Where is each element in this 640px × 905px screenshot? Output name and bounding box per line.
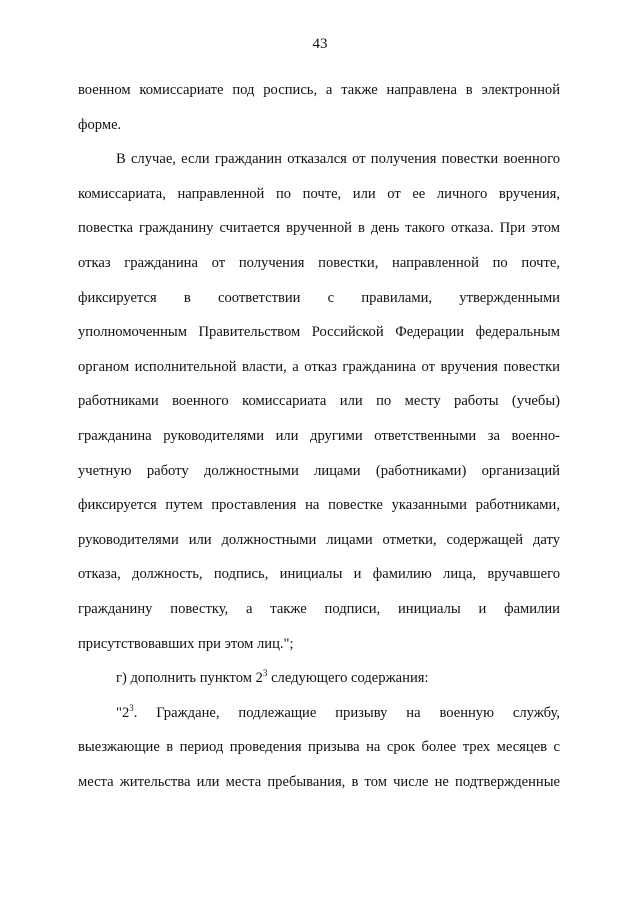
point-number: "$2^3$ bbox=[116, 702, 134, 721]
text-line: отказа, должность, подпись, инициалы и фамилию лица, вручавшего bbox=[78, 566, 560, 583]
text-line: форме. bbox=[78, 116, 122, 133]
text-line: В случае, если гражданин отказался от получения повестки военного bbox=[116, 151, 560, 168]
text-line: комиссариата, направленной по почте, или от ее личного вручения, bbox=[78, 185, 560, 202]
text-line: повестка гражданину считается врученной в день такого отказа. При этом bbox=[78, 220, 560, 237]
text-line: органом исполнительной власти, а отказ гражданина от вручения повестки bbox=[78, 358, 560, 375]
text-line: фиксируется в соответствии с правилами, утвержденными bbox=[78, 289, 560, 306]
text-line: гражданину повестку, а также подписи, инициалы и фамилии bbox=[78, 600, 560, 617]
text-line: военном комиссариате под роспись, а также направлена в электронной bbox=[78, 82, 560, 98]
text-line: работниками военного комиссариата или по месту работы (учебы) bbox=[78, 393, 560, 410]
document-text bbox=[78, 73, 560, 799]
superscript: 3 bbox=[129, 702, 134, 713]
text-line: отказ гражданина от получения повестки, направленной по почте, bbox=[78, 254, 560, 271]
text-line: уполномоченным Правительством Российской Федерации федеральным bbox=[78, 324, 560, 341]
point-text: . Граждане, подлежащие призыву на военную службу, bbox=[133, 704, 560, 721]
text-line: фиксируется путем проставления на повестке указанными работниками, bbox=[78, 497, 560, 514]
page-number: 43 bbox=[312, 36, 328, 52]
item-g-text-end: следующего содержания: bbox=[267, 670, 429, 687]
new-point-line bbox=[78, 696, 560, 731]
text-line: гражданина руководителями или другими ответственными за военно- bbox=[78, 427, 560, 444]
text-line: руководителями или должностными лицами отметки, содержащей дату bbox=[78, 531, 560, 548]
item-g-text: г) дополнить пунктом 2 bbox=[116, 670, 263, 687]
superscript: 3 bbox=[262, 668, 268, 679]
text-line: присутствовавших при этом лиц."; bbox=[78, 635, 294, 652]
text-line: места жительства или места пребывания, в том числе не подтвержденные bbox=[78, 773, 560, 790]
text-line: выезжающие в период проведения призыва на срок более трех месяцев с bbox=[78, 739, 560, 756]
text-line: учетную работу должностными лицами (работниками) организаций bbox=[78, 462, 560, 479]
item-g-line bbox=[78, 661, 560, 696]
